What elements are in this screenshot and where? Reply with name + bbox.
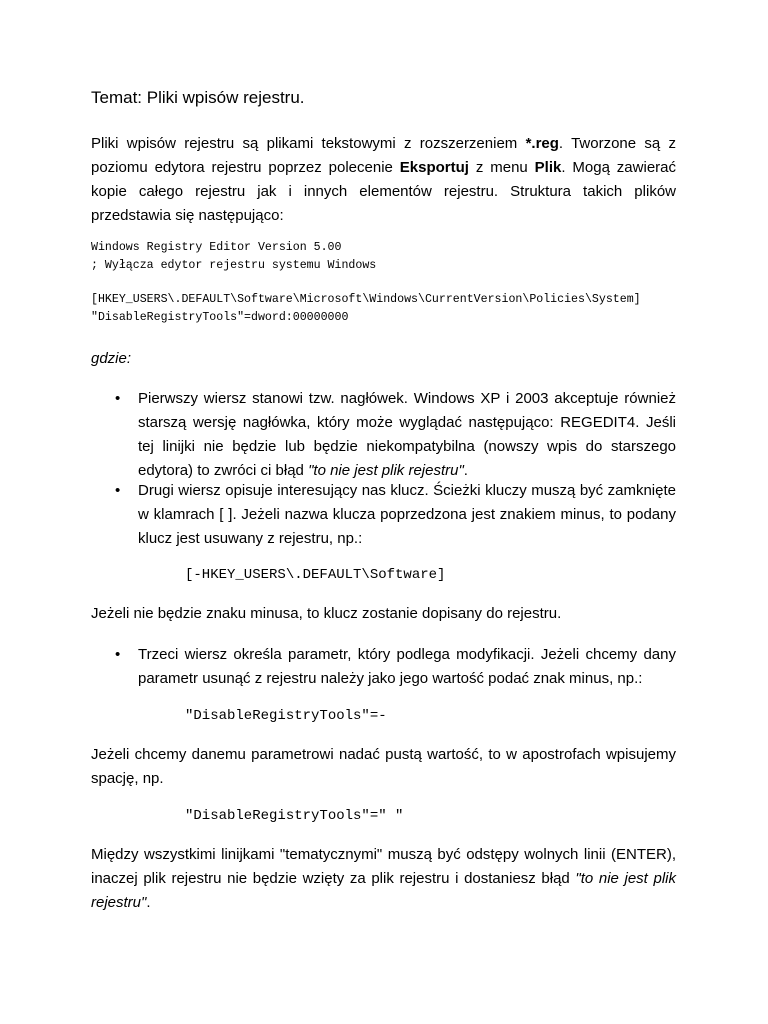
list-item-header (115, 387, 676, 483)
gdzie-text: gdzie: (91, 350, 132, 367)
bullet-icon: • (115, 482, 121, 499)
bullet-icon: • (115, 646, 121, 663)
paragraph-empty-value: Jeżeli chcemy danemu parametrowi nadać pustą wartość, to w apostrofach wpisujemy spację, np. (91, 746, 676, 787)
paragraph-final (91, 843, 676, 915)
code-line-value: "DisableRegistryTools"=dword:00000000 (91, 311, 349, 324)
final-error-italic: "to nie jest plik rejestru" (91, 870, 676, 911)
intro-text-3: z menu (468, 159, 535, 176)
intro-text-1: Pliki wpisów rejestru są plikami tekstowymi z rozszerzeniem (91, 135, 526, 152)
list-item-key (115, 479, 676, 551)
intro-paragraph (91, 132, 676, 228)
list-item-text: Drugi wiersz opisuje interesujący nas klucz. Ścieżki kluczy muszą być zamknięte w klamrach [ ]. Jeżeli nazwa klucza poprzedzona jest znakiem minus, to podany klucz jest usuwany z rejestru, np.: (138, 482, 676, 547)
bullet1-text-1: Pierwszy wiersz stanowi tzw. nagłówek. Windows XP i 2003 akceptuje również starszą wersję nagłówka, który może wyglądać następująco: REGEDIT4. Jeśli tej linijki nie będzie lub będzie niekompatybilna (nowszy wpis do starszego edytora) to zwróci ci błąd (138, 390, 676, 479)
code-line-key: [HKEY_USERS\.DEFAULT\Software\Microsoft\Windows\CurrentVersion\Policies\System] (91, 293, 641, 306)
bullet-icon: • (115, 390, 121, 407)
code-block-header (91, 239, 676, 275)
gdzie-label (91, 347, 676, 371)
code-example-remove-param: "DisableRegistryTools"=- (185, 708, 387, 724)
intro-text-2: . Tworzone są z poziomu edytora rejestru poprzez polecenie (91, 135, 676, 176)
bullet1-text-2: . (463, 462, 468, 479)
code-line-header: Windows Registry Editor Version 5.00 (91, 241, 342, 254)
code-example-empty-value: "DisableRegistryTools"=" " (185, 808, 404, 824)
paragraph-no-minus: Jeżeli nie będzie znaku minusa, to klucz zostanie dopisany do rejestru. (91, 605, 562, 622)
intro-bold-export: Eksportuj (399, 159, 469, 176)
list-item-parameter (115, 643, 676, 691)
code-block-key (91, 291, 676, 327)
document-title: Temat: Pliki wpisów rejestru. (91, 88, 305, 107)
code-line-comment: ; Wyłącza edytor rejestru systemu Windows (91, 259, 377, 272)
intro-text-4: . Mogą zawierać kopie całego rejestru jak i innych elementów rejestru. Struktura takich plików przedstawia się następująco: (91, 159, 676, 224)
intro-bold-ext: *.reg (525, 135, 559, 152)
code-example-remove-key: [-HKEY_USERS\.DEFAULT\Software] (185, 567, 446, 583)
list-item-text: Trzeci wiersz określa parametr, który podlega modyfikacji. Jeżeli chcemy dany parametr usunąć z rejestru należy jako jego wartość podać znak minus, np.: (138, 646, 676, 687)
final-text-2: . (146, 894, 151, 911)
list-item-text (138, 387, 676, 483)
final-text-1: Między wszystkimi linijkami "tematycznymi" muszą być odstępy wolnych linii (ENTER), inaczej plik rejestru nie będzie wzięty za plik rejestru i dostaniesz błąd (91, 846, 676, 887)
bullet1-error-italic: "to nie jest plik rejestru" (308, 462, 464, 479)
intro-bold-file: Plik (534, 159, 562, 176)
